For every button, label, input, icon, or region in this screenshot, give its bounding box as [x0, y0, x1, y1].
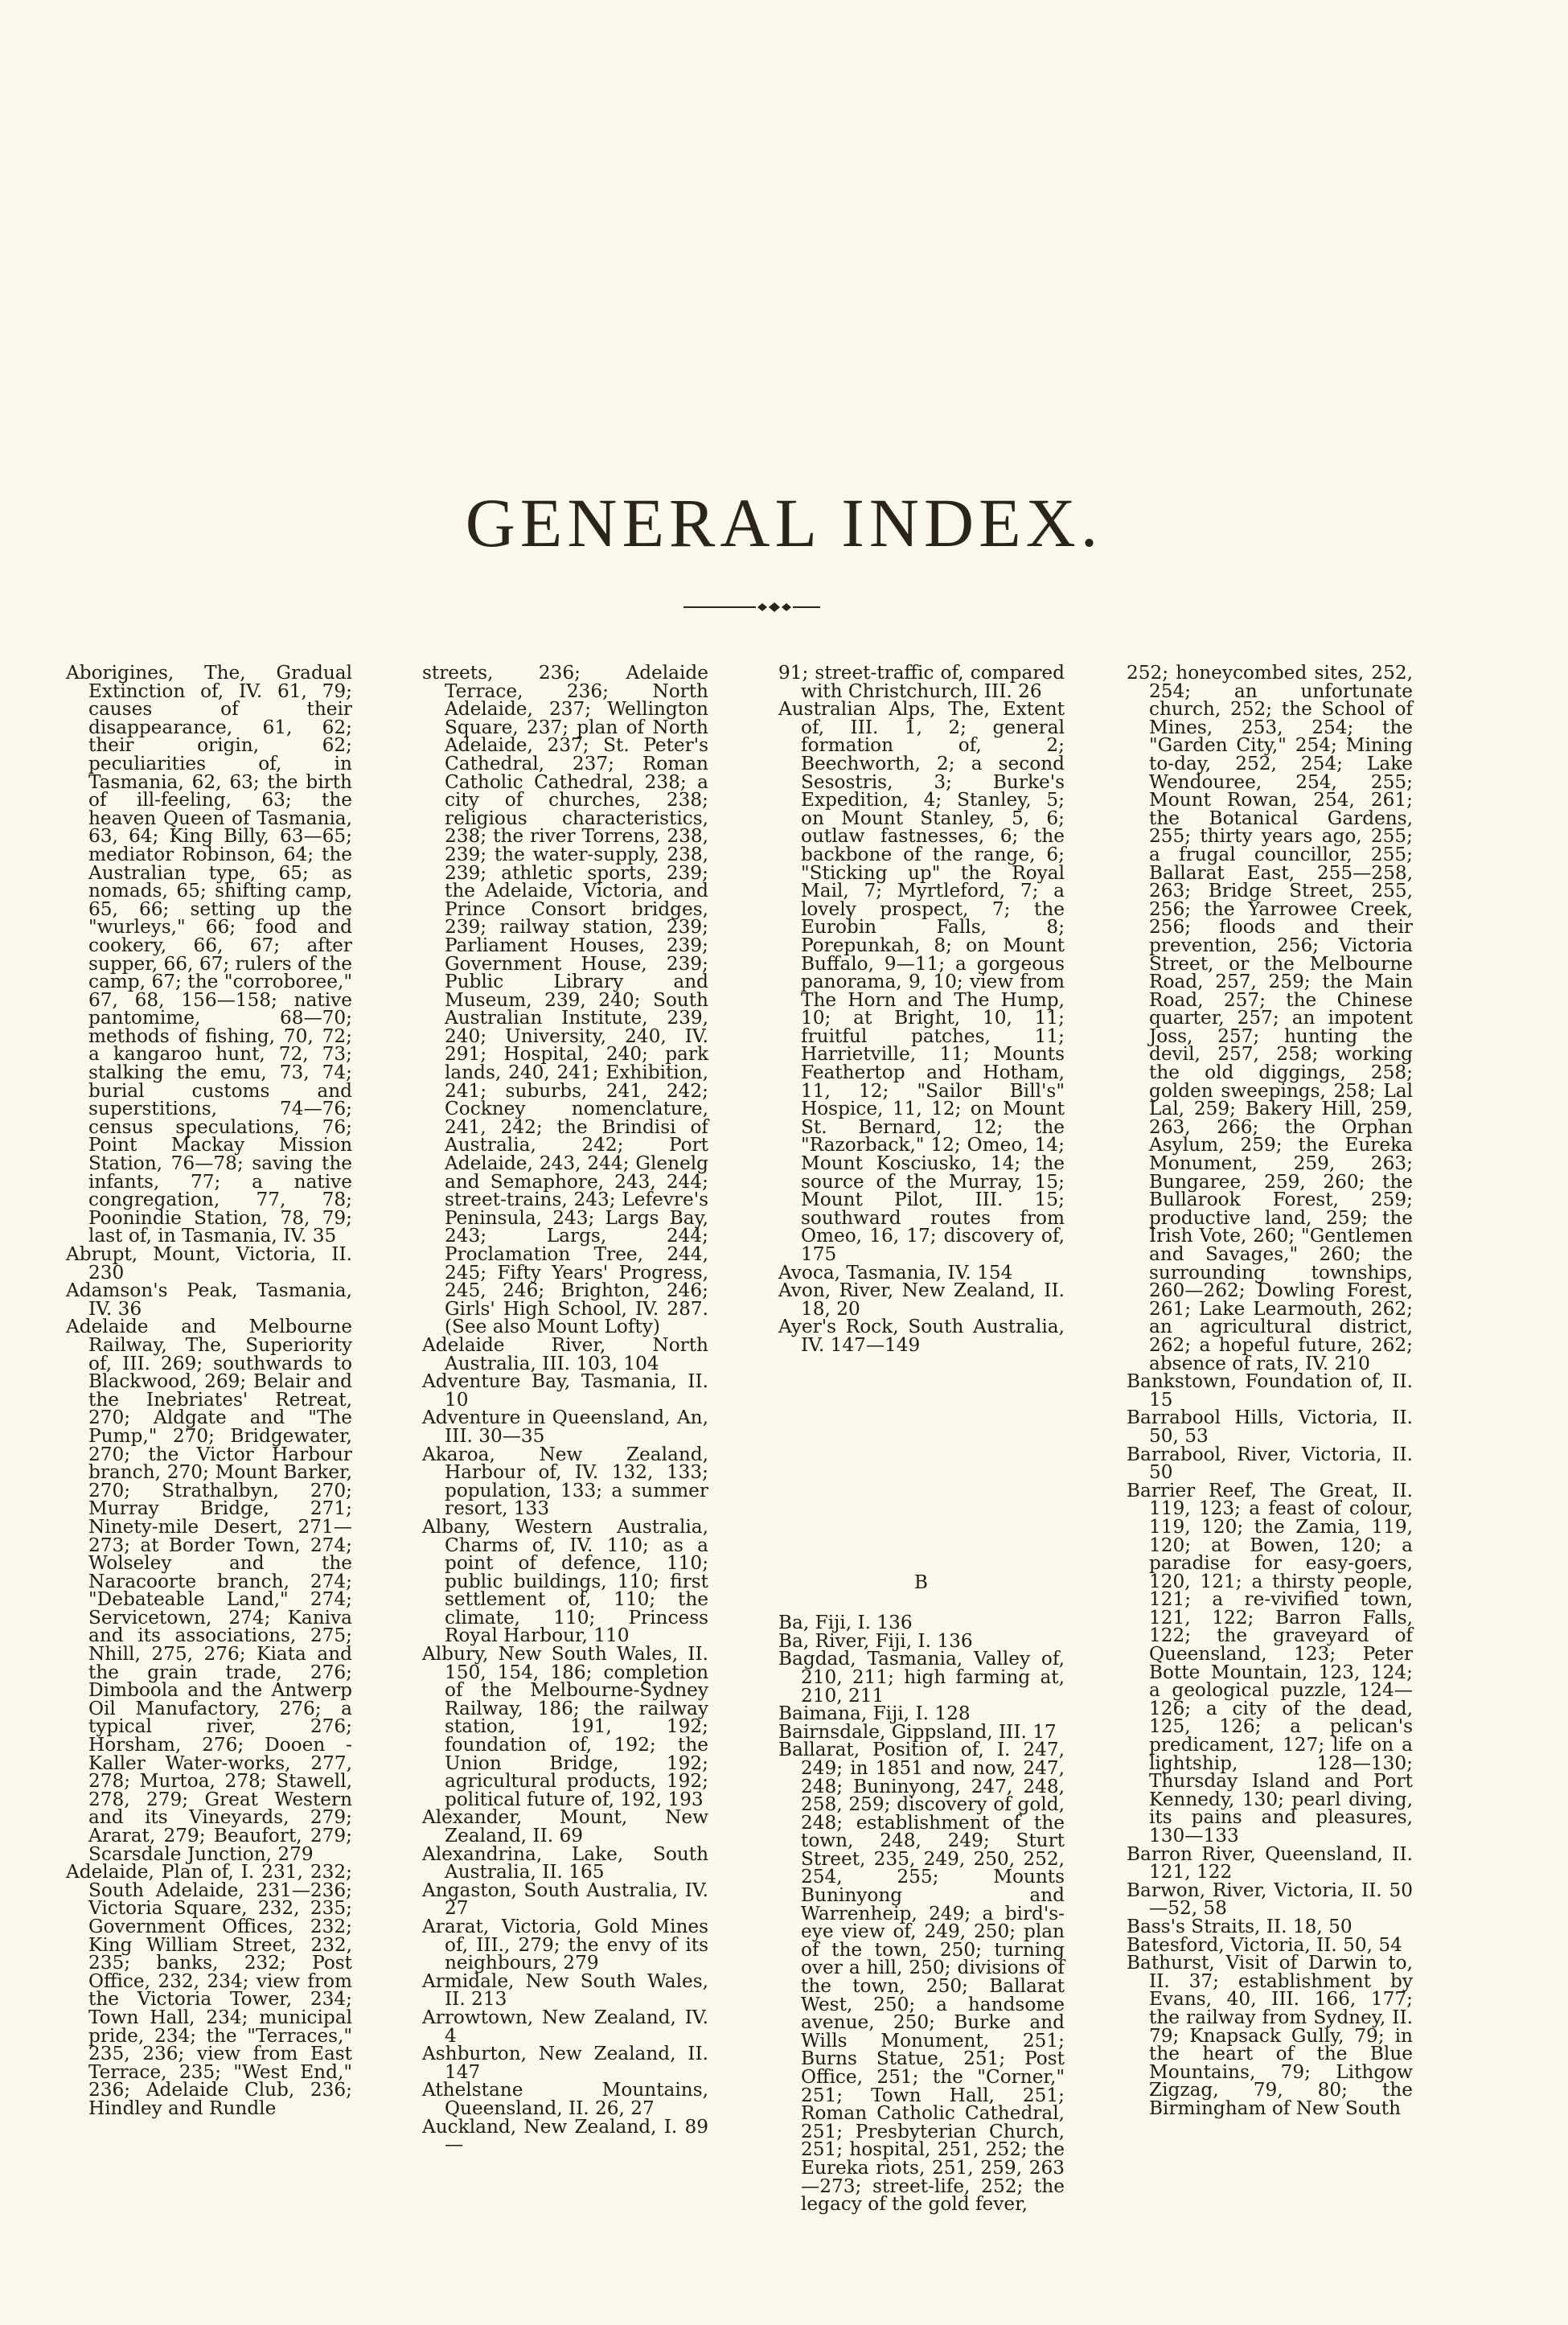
- index-entry: Australian Alps, The, Extent of, III. 1, 2; general formation of, 2; Beechworth, 2; a second Sesostris, 3; Burke's Expedition, 4; Stanley, 5; on Mount Stanley, 5, 6; outlaw fastnesses, 6; the backbone of the range, 6; "Sticking up" the Royal Mail, 7; Myrtleford, 7; a lovely prospect, 7; the Eurobin Falls, 8; Porepunkah, 8; on Mount Buffalo, 9—11; a gorgeous panorama, 9, 10; view from The Horn and The Hump, 10; at Bright, 10, 11; fruitful patches, 11; Harrietville, 11; Mounts Feathertop and Hotham, 11, 12; "Sailor Bill's" Hospice, 11, 12; on Mount St. Bernard, 12; the "Razorback," 12; Omeo, 14; Mount Kosciusko, 14; the source of the Murray, 15; Mount Pilot, III. 15; southward routes from Omeo, 16, 17; discovery of, 175: [778, 698, 1065, 1265]
- section-letter-b: B: [914, 1571, 929, 1593]
- index-entry: Aborigines, The, Gradual Extinction of, IV. 61, 79; causes of their disappearance, 61, 62; their origin, 62; peculiarities of, in Tasmania, 62, 63; the birth of ill-feeling, 63; the heaven Queen of Tasmania, 63, 64; King Billy, 63—65; mediator Robinson, 64; the Australian type, 65; as nomads, 65; shifting camp, 65, 66; setting up the "wurleys," 66; food and cookery, 66, 67; after supper, 66, 67; rulers of the camp, 67; the "corroboree," 67, 68, 156—158; native pantomime, 68—70; methods of fishing, 70, 72; a kangaroo hunt, 72, 73; stalking the emu, 73, 74; burial customs and superstitions, 74—76; census speculations, 76; Point Mackay Mission Station, 76—78; saving the infants, 77; a native congregation, 77, 78; Poonindie Station, 78, 79; last of, in Tasmania, IV. 35: [66, 662, 352, 1247]
- index-entry: Akaroa, New Zealand, Harbour of, IV. 132, 133; population, 133; a summer resort, 133: [422, 1443, 708, 1520]
- index-entry: Avon, River, New Zealand, II. 18, 20: [778, 1280, 1065, 1320]
- index-entry: Adamson's Peak, Tasmania, IV. 36: [66, 1280, 352, 1320]
- index-entry: Auckland, New Zealand, I. 89—: [422, 2115, 708, 2156]
- index-entry: streets, 236; Adelaide Terrace, 236; North Adelaide, 237; Wellington Square, 237; plan of North Adelaide, 237; St. Peter's Cathedral, 237; Roman Catholic Cathedral, 238; a city of churches, 238; religious characteristics, 238; the river Torrens, 238, 239; the water-supply, 238, 239; athletic sports, 239; the Adelaide, Victoria, and Prince Consort bridges, 239; railway station, 239; Parliament Houses, 239; Government House, 239; Public Library and Museum, 239, 240; South Australian Institute, 239, 240; University, 240, IV. 291; Hospital, 240; park lands, 240, 241; Exhibition, 241; suburbs, 241, 242; Cockney nomenclature, 241, 242; the Brindisi of Australia, 242; Port Adelaide, 243, 244; Glenelg and Semaphore, 243, 244; street-trains, 243; Lefevre's Peninsula, 243; Largs Bay, 243; Largs, 244; Proclamation Tree, 244, 245; Fifty Years' Progress, 245, 246; Brighton, 246; Girls' High School, IV. 287. (See also Mount Lofty): [422, 662, 708, 1338]
- index-entry: Bagdad, Tasmania, Valley of, 210, 211; high farming at, 210, 211: [778, 1648, 1065, 1707]
- index-entry: Albury, New South Wales, II. 150, 154, 186; completion of the Melbourne-Sydney Railway, 186; the railway station, 191, 192; foundation of, 192; the Union Bridge, 192; agricultural products, 192; political future of, 192, 193: [422, 1643, 708, 1810]
- index-entry: Baimana, Fiji, I. 128: [778, 1703, 971, 1725]
- index-entry: Adelaide River, North Australia, III. 103, 104: [422, 1333, 708, 1374]
- index-entry: Arrowtown, New Zealand, IV. 4: [422, 2006, 708, 2047]
- index-entry: Ba, River, Fiji, I. 136: [778, 1629, 973, 1652]
- index-column-1: [66, 664, 352, 2118]
- index-entry: Ayer's Rock, South Australia, IV. 147—149: [778, 1316, 1065, 1356]
- index-entry: Athelstane Mountains, Queensland, II. 26, 27: [422, 2079, 708, 2119]
- index-column-3: [778, 664, 1065, 2214]
- index-entry: Ba, Fiji, I. 136: [778, 1612, 913, 1634]
- index-entry: Ballarat, Position of, I. 247, 249; in 1851 and now, 247, 248; Buninyong, 247, 248, 258, 259; discovery of gold, 248; establishment of the town, 248, 249; Sturt Street, 235, 249, 250, 252, 254, 255; Mounts Buninyong and Warrenheip, 249; a bird's-eye view of, 249, 250; plan of the town, 250; turning over a hill, 250; divisions of the town, 250; Ballarat West, 250; a handsome avenue, 250; Burke and Wills Monument, 251; Burns Statue, 251; Post Office, 251; the "Corner," 251; Town Hall, 251; Roman Catholic Cathedral, 251; Presbyterian Church, 251; hospital, 251, 252; the Eureka riots, 251, 259, 263—273; street-life, 252; the legacy of the gold fever,: [778, 1739, 1065, 2216]
- index-entry: Barrabool, River, Victoria, II. 50: [1127, 1443, 1413, 1484]
- index-entry: Bairnsdale, Gippsland, III. 17: [778, 1720, 1057, 1743]
- page-title: GENERAL INDEX.: [465, 484, 1103, 561]
- title-ornament: [683, 602, 885, 613]
- index-entry: 91; street-traffic of, compared with Christchurch, III. 26: [778, 662, 1065, 702]
- index-entry: Bankstown, Foundation of, II. 15: [1127, 1370, 1413, 1411]
- index-entry: Barrier Reef, The Great, II. 119, 123; a feast of colour, 119, 120; the Zamia, 119, 120; at Bowen, 120; a paradise for easy-goers, 120, 121; a thirsty people, 121; a re-vivified town, 121, 122; Barron Falls, 122; the graveyard of Queensland, 123; Peter Botte Mountain, 123, 124; a geological puzzle, 124—126; a city of the dead, 125, 126; a pelican's predicament, 127; life on a lightship, 128—130; Thursday Island and Port Kennedy, 130; pearl diving, its pains and pleasures, 130—133: [1127, 1479, 1413, 1846]
- index-entry: Albany, Western Australia, Charms of, IV. 110; as a point of defence, 110; public buildings, 110; first settlement of, 110; the climate, 110; Princess Royal Harbour, 110: [422, 1515, 708, 1647]
- index-entry: Abrupt, Mount, Victoria, II. 230: [66, 1243, 352, 1284]
- index-entry: Batesford, Victoria, II. 50, 54: [1127, 1933, 1402, 1956]
- index-entry: Alexandrina, Lake, South Australia, II. 165: [422, 1842, 708, 1883]
- index-entry: Bass's Straits, II. 18, 50: [1127, 1915, 1353, 1937]
- index-entry: Armidale, New South Wales, II. 213: [422, 1970, 708, 2011]
- index-entry: Ararat, Victoria, Gold Mines of, III., 279; the envy of its neighbours, 279: [422, 1915, 708, 1974]
- index-entry: Barrabool Hills, Victoria, II. 50, 53: [1127, 1407, 1413, 1447]
- index-entry: Barron River, Queensland, II. 121, 122: [1127, 1842, 1413, 1883]
- index-entry: Barwon, River, Victoria, II. 50—52, 58: [1127, 1879, 1413, 1920]
- index-entry: Ashburton, New Zealand, II. 147: [422, 2043, 708, 2083]
- index-entry: 252; honeycombed sites, 252, 254; an unfortunate church, 252; the School of Mines, 253, 254; the "Garden City," 254; Mining to-day, 252, 254; Lake Wendouree, 254, 255; Mount Rowan, 254, 261; the Botanical Gardens, 255; thirty years ago, 255; a frugal councillor, 255; Ballarat East, 255—258, 263; Bridge Street, 255, 256; the Yarrowee Creek, 256; floods and their prevention, 256; Victoria Street, or the Melbourne Road, 257, 259; the Main Road, 257; the Chinese quarter, 257; an impotent Joss, 257; hunting the devil, 257, 258; working the old diggings, 258; golden sweepings, 258; Lal Lal, 259; Bakery Hill, 259, 263, 266; the Orphan Asylum, 259; the Eureka Monument, 259, 263; Bungaree, 259, 260; the Bullarook Forest, 259; productive land, 259; the Irish Vote, 260; "Gentlemen and Savages," 260; the surrounding townships, 260—262; Dowling Forest, 261; Lake Learmouth, 262; an agricultural district, 262; a hopeful future, 262; absence of rats, IV. 210: [1127, 662, 1413, 1374]
- index-entry: Avoca, Tasmania, IV. 154: [778, 1261, 1013, 1284]
- index-entry: Adventure in Queensland, An, III. 30—35: [422, 1407, 708, 1447]
- index-entry: Angaston, South Australia, IV. 27: [422, 1879, 708, 1920]
- index-column-2: [422, 664, 708, 2155]
- index-entry: Adelaide, Plan of, I. 231, 232; South Adelaide, 231—236; Victoria Square, 232, 235; Government Offices, 232; King William Street, 232, 235; banks, 232; Post Office, 232, 234; view from the Victoria Tower, 234; Town Hall, 234; municipal pride, 234; the "Terraces," 235, 236; view from East Terrace, 235; "West End," 236; Adelaide Club, 236; Hindley and Rundle: [66, 1861, 352, 2119]
- index-entry: Adelaide and Melbourne Railway, The, Superiority of, III. 269; southwards to Blackwood, 269; Belair and the Inebriates' Retreat, 270; Aldgate and "The Pump," 270; Bridgewater, 270; the Victor Harbour branch, 270; Mount Barker, 270; Strathalbyn, 270; Murray Bridge, 271; Ninety-mile Desert, 271—273; at Border Town, 274; Wolseley and the Naracoorte branch, 274; "Debateable Land," 274; Servicetown, 274; Kaniva and its associations, 275; Nhill, 275, 276; Kiata and the grain trade, 276; Dimboola and the Antwerp Oil Manufactory, 276; a typical river, 276; Horsham, 276; Dooen - Kaller Water-works, 277, 278; Murtoa, 278; Stawell, 278, 279; Great Western and its Vineyards, 279; Ararat, 279; Beaufort, 279; Scarsdale Junction, 279: [66, 1316, 352, 1865]
- index-entry: Adventure Bay, Tasmania, II. 10: [422, 1370, 708, 1411]
- index-column-4: [1127, 664, 1413, 2118]
- index-entry: Alexander, Mount, New Zealand, II. 69: [422, 1806, 708, 1846]
- index-entry: Bathurst, Visit of Darwin to, II. 37; establishment by Evans, 40, III. 166, 177; the railway from Sydney, II. 79; Knapsack Gully, 79; in the heart of the Blue Mountains, 79; Lithgow Zigzag, 79, 80; the Birmingham of New South: [1127, 1952, 1413, 2119]
